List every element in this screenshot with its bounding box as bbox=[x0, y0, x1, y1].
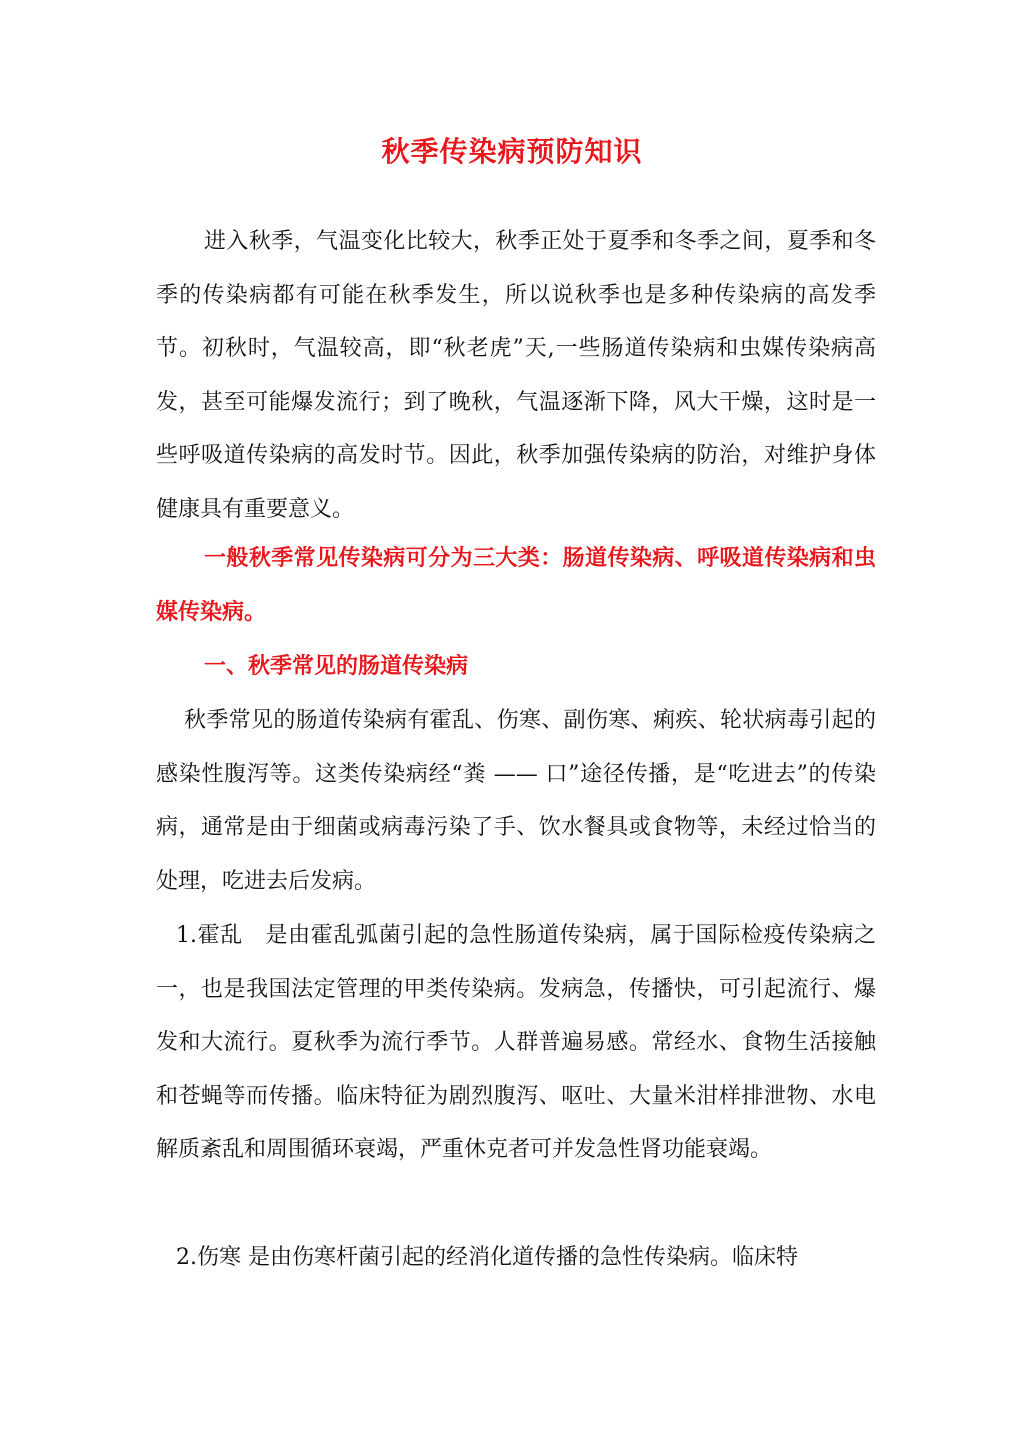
page-title: 秋季传染病预防知识 bbox=[381, 135, 643, 168]
intro-paragraph: 进入秋季，气温变化比较大，秋季正处于夏季和冬季之间，夏季和冬季的传染病都有可能在秋季发生，所以说秋季也是多种传染病的高发季节。初秋时，气温较高，即“秋老虎”天,一些肠道传染病和虫媒传染病高发，甚至可能爆发流行；到了晚秋，气温逐渐下降，风大干燥，这时是一些呼吸道传染病的高发时节。因此，秋季加强传染病的防治，对维护身体健康具有重要意义。 bbox=[156, 229, 876, 522]
item-cholera: 1.霍乱 是由霍乱弧菌引起的急性肠道传染病，属于国际检疫传染病之一，也是我国法定管理的甲类传染病。发病急，传播快，可引起流行、爆发和大流行。夏秋季为流行季节。人群普遍易感。常经水、食物生活接触和苍蝇等而传播。临床特征为剧烈腹泻、呕吐、大量米泔样排泄物、水电解质紊乱和周围循环衰竭，严重休克者可并发急性肾功能衰竭。 bbox=[156, 923, 876, 1162]
highlight-paragraph: 一般秋季常见传染病可分为三大类：肠道传染病、呼吸道传染病和虫媒传染病。 bbox=[156, 545, 876, 625]
section1-paragraph: 秋季常见的肠道传染病有霍乱、伤寒、副伤寒、痢疾、轮状病毒引起的感染性腹泻等。这类传染病经“粪 —— 口”途径传播，是“吃进去”的传染病，通常是由于细菌或病毒污染了手、饮水餐具或食物等，未经过恰当的处理，吃进去后发病。 bbox=[156, 708, 876, 894]
item-typhoid: 2.伤寒 是由伤寒杆菌引起的经消化道传播的急性传染病。临床特 bbox=[176, 1245, 798, 1270]
section1-heading: 一、秋季常见的肠道传染病 bbox=[204, 653, 469, 679]
